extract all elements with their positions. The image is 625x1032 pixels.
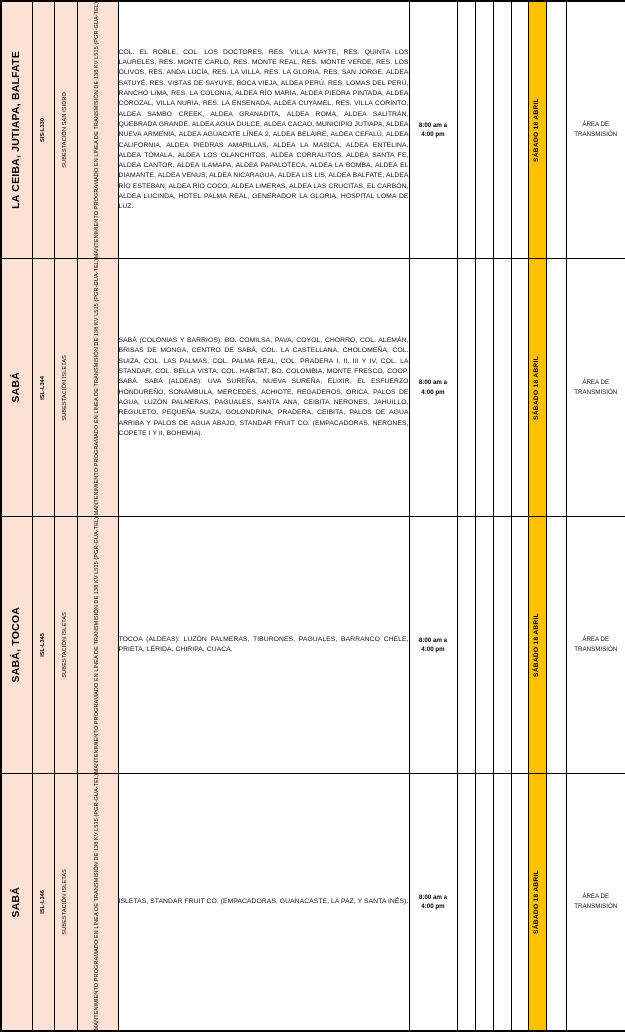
blank-column-3-cell: [493, 1, 511, 259]
table-row: [1, 516, 625, 773]
blank-column-3-cell: [493, 259, 511, 516]
line-code-cell: [32, 774, 54, 1032]
blank-column-2-cell: [475, 259, 493, 516]
blank-column-2-cell: [475, 774, 493, 1032]
time-range-cell: 8:00 am a 4:00 pm: [409, 516, 457, 773]
line-code-cell: [32, 516, 54, 773]
blank-column-4-cell: [511, 774, 528, 1032]
transmission-zone-cell: ÁREA DE TRANSMISIÓN: [566, 774, 625, 1032]
substation-text: SUBESTACIÓN ISLETAS: [62, 354, 68, 421]
affected-places-cell: ISLETAS, STANDAR FRUIT CO. (EMPACADORAS, GUANACASTE, LA PAZ, Y SANTA INÉS).: [118, 774, 409, 1032]
blank-column-2-cell: [475, 1, 493, 259]
line-code-text: ISL-L345: [39, 633, 46, 657]
blank-column-2-cell: [475, 516, 493, 773]
table-body: [1, 1, 625, 1031]
substation-cell: [54, 259, 77, 516]
line-code-text: SIS-L330: [39, 118, 46, 143]
work-description-text: MANTENIMIENTO PROGRAMADO EN LÍNEA DE TRANSMISIÓN DE 138 KV L515 (PGR-GUA-TEL): [94, 2, 100, 259]
blank-column-5-cell: [546, 1, 566, 259]
area-name-text: SABÁ, TOCOA: [10, 607, 23, 683]
transmission-zone-cell: ÁREA DE TRANSMISIÓN: [566, 259, 625, 516]
area-name-cell: [1, 774, 32, 1032]
area-name-text: SABÁ: [10, 886, 23, 918]
area-name-cell: [1, 516, 32, 773]
date-text: SÁBADO 18 ABRIL: [532, 870, 540, 935]
work-description-text: MANTENIMIENTO PROGRAMADO EN LÍNEA DE TRANSMISIÓN DE 138 KV L515 (PGR-GUA-TEL): [94, 774, 100, 1031]
area-name-text: LA CEIBA, JUTIAPA, BALFATE: [10, 51, 23, 210]
work-description-cell: [77, 516, 118, 773]
blank-column-4-cell: [511, 259, 528, 516]
date-text: SÁBADO 18 ABRIL: [532, 612, 540, 677]
line-code-cell: [32, 1, 54, 259]
table-row: [1, 774, 625, 1032]
substation-cell: [54, 516, 77, 773]
transmission-zone-cell: ÁREA DE TRANSMISIÓN: [566, 516, 625, 773]
area-name-cell: [1, 1, 32, 259]
date-text: SÁBADO 18 ABRIL: [532, 355, 540, 420]
blank-column-5-cell: [546, 516, 566, 773]
blank-column-3-cell: [493, 516, 511, 773]
blank-column-4-cell: [511, 516, 528, 773]
time-range-cell: 8:00 am a 4:00 pm: [409, 259, 457, 516]
area-name-cell: [1, 259, 32, 516]
blank-column-5-cell: [546, 259, 566, 516]
time-range-cell: 8:00 am a 4:00 pm: [409, 1, 457, 259]
affected-places-cell: SABÁ (COLONIAS Y BARRIOS): BO. COMILSA, PAVA, COYOL, CHORRO, COL. ALEMÁN, BRISAS DE MONGA, CENTRO DE SABÁ, COL. LA CASTELLANA, CHOLOMEÑA, COL. SUIZA, COL. LAS PALMAS, COL. PALMA REAL, COL. PRADERA I, II, III Y IV, COL. LA STANDAR, COL. BELLA VISTA, COL. HABITAT, BO. COLOMBIA, MONTE FRESCO, COOP. SABÁ. SABÁ (ALDEAS): UVA SUREÑA, NUEVA SUREÑA, ELIXIR, EL ESFUERZO HONDUREÑO, SONÁMBULA, MERCEDES, ACHIOTE, REGADEROS, ORICA, PALOS DE AGUA, LUZÓN PALMERAS, PAGUALES, SANTA ANA, CEIBITA NERONES, JAHUILLO, REGULETO, PEQUEÑA SUIZA, GOLONDRINA, PRADERA, CEIBITA, PALOS DE AGUA ARRIBA Y PALOS DE AGUA ABAJO, STANDAR FRUIT CO. (EMPACADORAS, NERONES, COPETE I Y II, BOHEMIA).: [118, 259, 409, 516]
affected-places-cell: COL. EL ROBLE, COL. LOS DOCTORES, RES. VILLA MAYTE, RES. QUINTA LOS LAURELES, RES. MONTE CARLO, RES. MONTE REAL, RES. MONTE VERDE, RES. LOS OLIVOS, RES. ANDA LUCÍA, RES. LA VILLA, RES. LA GLORIA, RES. SAN JORGE, ALDEA SATUYÉ, RES. VISTAS DE SAYUYE, BOCA VIEJA, ALDEA PERÚ, RES. LOMAS DEL PERÚ, RANCHO LIMA, RES. LA COLONIA, ALDEA RÍO MARIA, ALDEA PIEDRA PINTADA, ALDEA COROZAL, VILLA NURIA, RES. LA ENSENADA, ALDEA CUYAMEL, RES. VILLA CORINTO, ALDEA SAMBO CREEK, ALDEA GRANADITA, ALDEA ROMA, ALDEA SALITRÁN, QUEBRADA GRANDE, ALDEA AGUA DULCE, ALDEA CACAO, MUNICIPIO JUTIAPA, ALDEA NUEVA ARMENIA, ALDEA AGUACATE LÍNEA 2, ALDEA BELAIRE, ALDEA CEFALÚ, ALDEA CALIFORNIA, ALDEA PIEDRAS AMARILLAS, ALDEA LA MASICA, ALDEA ENTELINA, ALDEA TÓMALA, ALDEA LOS OLANCHITOS, ALDEA CORRALITOS, ALDEA SANTA FE, ALDEA CANTOR, ALDEA ILAMAPA, ALDEA PAPALOTECA, ALDEA LA BOMBA, ALDEA EL DIAMANTE, ALDEA VENUS, ALDEA NICARAGUA, ALDEA LIS LIS, ALDEA BALFATE, ALDEA RÍO ESTEBAN, ALDEA RÍO COCO, ALDEA LIMERAS, ALDEA LAS CRUCITAS, EL CARBÓN, ALDEA LUCINDA, HOTEL PALMA REAL, GENERADOR LA GLORIA, HOSPITAL LOMA DE LUZ.: [118, 1, 409, 259]
blank-column-3-cell: [493, 774, 511, 1032]
line-code-cell: [32, 259, 54, 516]
blank-column-5-cell: [546, 774, 566, 1032]
work-description-text: MANTENIMIENTO PROGRAMADO EN LÍNEA DE TRANSMISIÓN DE 138 KV L515 (PGR-GUA-TEL): [94, 516, 100, 774]
blank-column-4-cell: [511, 1, 528, 259]
area-name-text: SABÁ: [10, 372, 23, 403]
time-range-cell: 8:00 am a 4:00 pm: [409, 774, 457, 1032]
line-code-text: ISL-L344: [39, 375, 46, 400]
substation-text: SUBESTACIÓN SAN ISIDRO: [62, 92, 68, 169]
date-cell: [528, 259, 546, 516]
work-description-cell: [77, 774, 118, 1032]
work-description-text: MANTENIMIENTO PROGRAMADO EN LÍNEA DE TRANSMISIÓN DE 138 KV L515 (PGR-GUA-TEL): [94, 259, 100, 516]
blank-column-1-cell: [457, 516, 475, 773]
date-cell: [528, 1, 546, 259]
blank-column-1-cell: [457, 774, 475, 1032]
work-description-cell: [77, 1, 118, 259]
affected-places-cell: TOCOA (ALDEAS): LUZÓN PALMERAS, TIBURONES, PAGUALES, BARRANCO CHELE, PRIETA, LÉRIDA, CHIRIPA, CUACA.: [118, 516, 409, 773]
blank-column-1-cell: [457, 259, 475, 516]
date-text: SÁBADO 18 ABRIL: [532, 98, 540, 163]
substation-cell: [54, 1, 77, 259]
line-code-text: ISL-L346: [39, 890, 46, 915]
substation-text: SUBESTACIÓN ISLETAS: [62, 869, 68, 936]
date-cell: [528, 774, 546, 1032]
table-row: [1, 259, 625, 516]
date-cell: [528, 516, 546, 773]
substation-text: SUBESTACIÓN ISLETAS: [62, 612, 68, 678]
transmission-zone-cell: ÁREA DE TRANSMISIÓN: [566, 1, 625, 259]
substation-cell: [54, 774, 77, 1032]
work-description-cell: [77, 259, 118, 516]
blank-column-1-cell: [457, 1, 475, 259]
table-row: [1, 1, 625, 259]
